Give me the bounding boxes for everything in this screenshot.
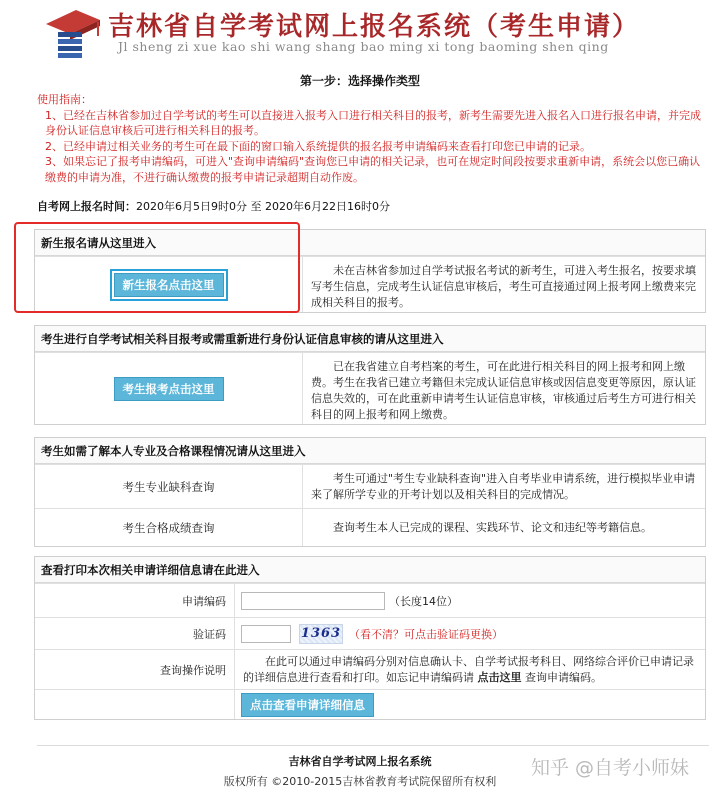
site-title: 吉林省自学考试网上报名系统（考生申请） — [108, 12, 641, 42]
footer-site-name: 吉林省自学考试网上报名系统 — [288, 755, 432, 768]
empty-label — [35, 690, 235, 719]
guide-heading: 使用指南： — [37, 93, 92, 106]
registration-period-label: 自考网上报名时间： — [37, 200, 136, 213]
new-student-panel — [34, 229, 706, 313]
print-application-panel-title: 查看打印本次相关申请详细信息请在此进入 — [35, 557, 705, 583]
verify-code-label: 验证码 — [35, 618, 235, 649]
query-instructions-text: 在此可以通过申请编码分别对信息确认卡、自学考试报考科目、网络综合评价已申请记录的详细信息进行查看和打印。如忘记申请编码请 — [243, 655, 694, 684]
captcha-refresh-hint[interactable]: （看不清？可点击验证码更换） — [349, 627, 503, 641]
captcha-image[interactable]: 1363 — [299, 624, 343, 644]
query-panel — [34, 437, 706, 547]
exam-registration-description: 已在我省建立自考档案的考生，可在此进行相关科目的网上报考和网上缴费。考生在我省已建立考籍但未完成认证信息审核或因信息变更等原因，原认证信息失效的，可在此重新申请考生认证信息审核，审核通过后考生方可进行相关科目的网上报考和网上缴费。 — [311, 360, 696, 421]
new-student-panel-title: 新生报名请从这里进入 — [35, 230, 705, 256]
zhihu-watermark: 知乎 @自考小师妹 — [531, 757, 690, 779]
registration-period-value: 2020年6月5日9时0分 至 2020年6月22日16时0分 — [136, 200, 390, 213]
passed-score-query-link[interactable]: 考生合格成绩查询 — [122, 520, 215, 535]
missing-subject-query-link[interactable]: 考生专业缺科查询 — [122, 479, 215, 494]
footer-divider — [37, 745, 709, 746]
guide-item: 1、已经在吉林省参加过自学考试的考生可以直接进入报考入口进行相关科目的报考，新考生需要先进入报名入口进行报名申请，并完成身份认证信息审核后可进行相关科目的报考。 — [45, 108, 701, 137]
exam-logo-icon — [40, 6, 102, 60]
query-instructions-label: 查询操作说明 — [35, 650, 235, 689]
exam-registration-panel — [34, 325, 706, 425]
query-instructions-text-end: 查询申请编码。 — [521, 671, 602, 684]
print-application-panel — [34, 556, 706, 720]
application-code-input[interactable] — [241, 592, 385, 610]
site-banner — [0, 0, 720, 60]
new-student-register-button[interactable]: 新生报名点击这里 — [114, 273, 224, 297]
registration-period — [37, 198, 390, 214]
guide-item: 3、如果忘记了报考申请编码，可进入"查询申请编码"查询您已申请的相关记录，也可在规定时间段按要求重新申请，系统会以您已确认缴费的申请为准，不进行确认缴费的报考申请记录超期自动作废。 — [45, 155, 701, 184]
verify-code-input[interactable] — [241, 625, 291, 643]
query-panel-title: 考生如需了解本人专业及合格课程情况请从这里进入 — [35, 438, 705, 464]
footer-copyright: 版权所有 ©2010-2015吉林省教育考试院保留所有权利 — [223, 775, 497, 788]
retrieve-code-link[interactable]: 点击这里 — [477, 671, 522, 684]
passed-score-query-description: 查询考生本人已完成的课程、实践环节、论文和违纪等考籍信息。 — [333, 520, 652, 534]
guide-item: 2、已经申请过相关业务的考生可在最下面的窗口输入系统提供的报名报考申请编码来查看打印您已申请的记录。 — [45, 139, 591, 153]
site-title-pinyin: Jl sheng zi xue kao shi wang shang bao ming xi tong baoming shen qing — [118, 39, 609, 54]
application-code-label: 申请编码 — [35, 584, 235, 617]
exam-registration-panel-title: 考生进行自学考试相关科目报考或需重新进行身份认证信息审核的请从这里进入 — [35, 326, 705, 352]
step-title: 第一步：选择操作类型 — [299, 74, 420, 88]
exam-registration-button[interactable]: 考生报考点击这里 — [114, 377, 224, 401]
application-code-hint: （长度14位） — [389, 594, 458, 608]
usage-guide — [37, 92, 709, 185]
missing-subject-query-description: 考生可通过"考生专业缺科查询"进入自考毕业申请系统，进行模拟毕业申请来了解所学专业的开考计划以及相关科目的完成情况。 — [311, 472, 696, 501]
new-student-description: 未在吉林省参加过自学考试报名考试的新考生，可进入考生报名，按要求填写考生信息，完成考生认证信息审核后，考生可直接通过网上报考网上缴费来完成相关科目的报考。 — [311, 264, 696, 309]
view-application-details-button[interactable]: 点击查看申请详细信息 — [241, 693, 374, 717]
